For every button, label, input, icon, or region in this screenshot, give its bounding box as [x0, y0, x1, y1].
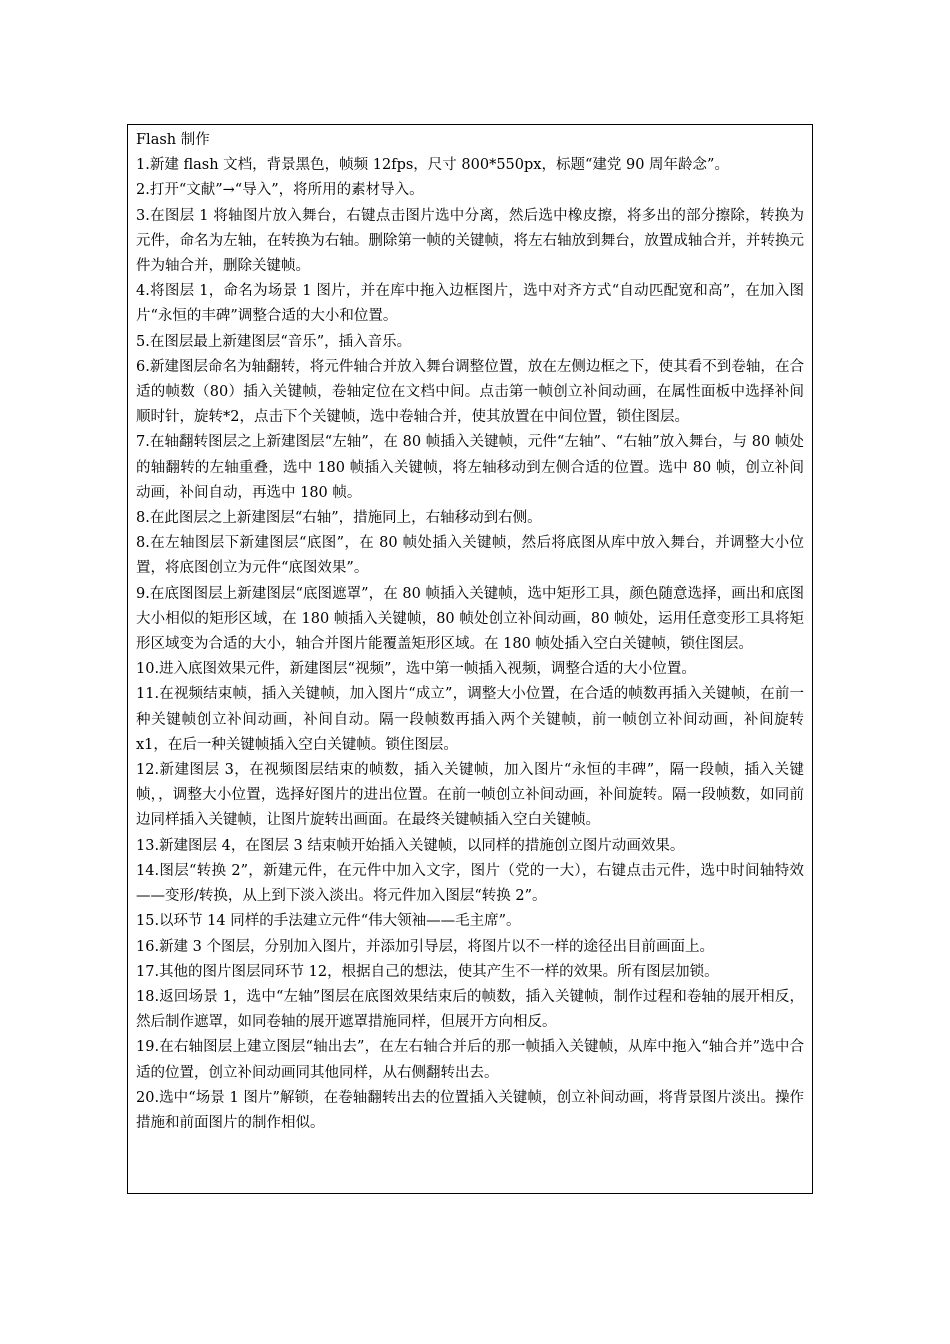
step-12: 12.新建图层 3，在视频图层结束的帧数，插入关键帧，加入图片“永恒的丰碑”，隔一段帧，插入关键帧，，调整大小位置，选择好图片的进出位置。在前一帧创立补间动画，补间旋转。隔一段帧数，如同前边同样插入关键帧，让图片旋转出画面。在最终关键帧插入空白关键帧。 [136, 762, 804, 829]
step-5: 5.在图层最上新建图层“音乐”，插入音乐。 [136, 333, 412, 350]
step-13: 13.新建图层 4，在图层 3 结束帧开始插入关键帧，以同样的措施创立图片动画效果。 [136, 837, 685, 854]
step-7: 7.在轴翻转图层之上新建图层“左轴”，在 80 帧插入关键帧，元件“左轴”、“右轴”放入舞台，与 80 帧处的轴翻转的左轴重叠，选中 180 帧插入关键帧，将左轴移动到左侧合适的位置。选中 80 帧，创立补间动画，补间自动，再选中 180 帧。 [136, 434, 804, 501]
step-19: 19.在右轴图层上建立图层“轴出去”，在左右轴合并后的那一帧插入关键帧，从库中拖入“轴合并”选中合适的位置，创立补间动画同其他同样，从右侧翻转出去。 [136, 1039, 804, 1081]
step-11: 11.在视频结束帧，插入关键帧，加入图片“成立”，调整大小位置，在合适的帧数再插入关键帧，在前一种关键帧创立补间动画，补间自动。隔一段帧数再插入两个关键帧，前一帧创立补间动画，补间旋转 x1，在后一种关键帧插入空白关键帧。锁住图层。 [136, 686, 804, 753]
step-6: 6.新建图层命名为轴翻转，将元件轴合并放入舞台调整位置，放在左侧边框之下，使其看不到卷轴，在合适的帧数（80）插入关键帧，卷轴定位在文档中间。点击第一帧创立补间动画，在属性面板中选择补间顺时针，旋转*2，点击下个关键帧，选中卷轴合并，使其放置在中间位置，锁住图层。 [136, 358, 804, 426]
step-10: 10.进入底图效果元件，新建图层“视频”，选中第一帧插入视频，调整合适的大小位置。 [136, 661, 696, 678]
step-17: 17.其他的图片图层同环节 12，根据自己的想法，使其产生不一样的效果。所有图层加锁。 [136, 963, 719, 980]
step-18: 18.返回场景 1，选中“左轴”图层在底图效果结束后的帧数，插入关键帧，制作过程和卷轴的展开相反，然后制作遮罩，如同卷轴的展开遮罩措施同样，但展开方向相反。 [136, 988, 804, 1031]
step-8a: 8.在此图层之上新建图层“右轴”，措施同上，右轴移动到右侧。 [136, 510, 542, 527]
step-14: 14.图层“转换 2”，新建元件，在元件中加入文字，图片（党的一大），右键点击元件，选中时间轴特效——变形/转换，从上到下淡入淡出。将元件加入图层“转换 2”。 [136, 862, 804, 905]
step-20: 20.选中“场景 1 图片”解锁，在卷轴翻转出去的位置插入关键帧，创立补间动画，将背景图片淡出。操作措施和前面图片的制作相似。 [136, 1089, 804, 1131]
step-8b: 8.在左轴图层下新建图层“底图”，在 80 帧处插入关键帧，然后将底图从库中放入舞台，并调整大小位置，将底图创立为元件“底图效果”。 [136, 535, 804, 577]
document-box [127, 124, 813, 1194]
step-3: 3.在图层 1 将轴图片放入舞台，右键点击图片选中分离，然后选中橡皮擦，将多出的部分擦除，转换为元件，命名为左轴，在转换为右轴。删除第一帧的关键帧，将左右轴放到舞台，放置成轴合并，并转换元件为轴合并，删除关键帧。 [136, 207, 804, 275]
step-16: 16.新建 3 个图层，分别加入图片，并添加引导层，将图片以不一样的途径出目前画面上。 [136, 938, 714, 955]
step-15: 15.以环节 14 同样的手法建立元件“伟大领袖——毛主席”。 [136, 913, 521, 930]
step-9: 9.在底图图层上新建图层“底图遮罩”，在 80 帧插入关键帧，选中矩形工具，颜色随意选择，画出和底图大小相似的矩形区域，在 180 帧插入关键帧，80 帧处创立补间动画，80 帧处，运用任意变形工具将矩形区域变为合适的大小，轴合并图片能覆盖矩形区域。在 180 帧处插入空白关键帧，锁住图层。 [136, 585, 804, 653]
document-title: Flash 制作 [136, 132, 210, 148]
step-4: 4.将图层 1，命名为场景 1 图片，并在库中拖入边框图片，选中对齐方式“自动匹配宽和高”，在加入图片“永恒的丰碑”调整合适的大小和位置。 [136, 283, 804, 325]
step-2: 2.打开“文献”→“导入”，将所用的素材导入。 [136, 182, 424, 199]
step-1: 1.新建 flash 文档，背景黑色，帧频 12fps，尺寸 800*550px，标题“建党 90 周年龄念”。 [136, 157, 729, 174]
